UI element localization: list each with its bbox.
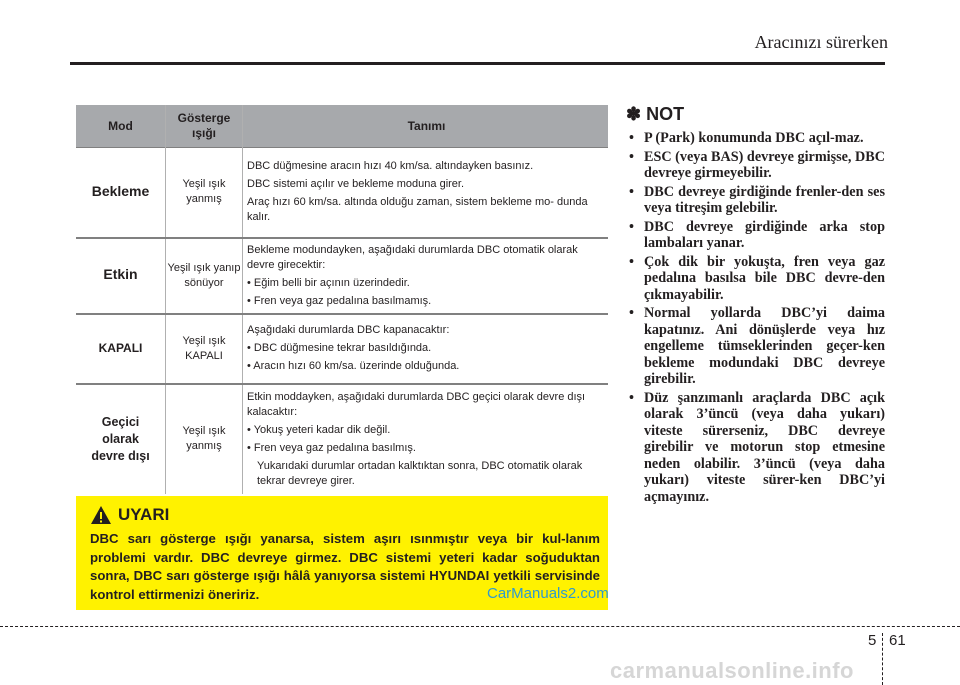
table-header-row — [76, 105, 608, 148]
note-item: • P (Park) konumunda DBC açıl-maz. — [627, 130, 885, 147]
warning-triangle-icon — [90, 505, 112, 525]
page-header-title: Aracınızı sürerken — [754, 32, 888, 52]
page-number-divider — [882, 633, 883, 685]
site-watermark: carmanualsonline.info — [610, 658, 854, 683]
description-cell — [243, 148, 609, 238]
header-description: Tanımı — [243, 105, 609, 148]
footer-rule — [0, 626, 960, 627]
note-item: • ESC (veya BAS) devreye girmişse, DBC devreye girmeyebilir. — [627, 149, 885, 182]
page-number: 61 — [889, 632, 906, 649]
table-row — [76, 384, 608, 494]
description-line: Araç hızı 60 km/sa. altında olduğu zaman, sistem bekleme mo- dunda kalır. — [247, 196, 588, 224]
section-number: 5 — [868, 632, 877, 649]
indicator-label: Yeşil ışık KAPALI — [182, 334, 226, 362]
description-line: DBC sistemi açılır ve bekleme moduna girer. — [247, 178, 465, 191]
description-line: • DBC düğmesine tekrar basıldığında. — [247, 342, 432, 354]
description-line: • Fren veya gaz pedalına basılmış. — [247, 441, 416, 454]
warning-body: DBC sarı gösterge ışığı yanarsa, sistem aşırı ısınmıştır veya bir kul-lanım problemi vardır. DBC devreye girmez. DBC sistemi yeteri kadar soğuduktan sonra, DBC sarı gösterge ışığı hâlâ yanıyorsa sistemi HYUNDAI yetkili servisinde kontrol ettirmenizi öneririz. — [90, 531, 600, 602]
note-item: • DBC devreye girdiğinde frenler-den ses veya titreşim gelebilir. — [627, 184, 885, 217]
indicator-label: Yeşil ışık yanmış — [182, 178, 226, 206]
description-subnote: Yukarıdaki durumlar ortadan kalktıktan sonra, DBC otomatik olarak tekrar devreye girer. — [257, 459, 583, 487]
mode-cell — [76, 314, 166, 384]
note-item: • Çok dik bir yokuşta, fren veya gaz pedalına basılsa bile DBC devre-den çıkmayabilir. — [627, 254, 885, 304]
note-item: • Düz şanzımanlı araçlarda DBC açık olarak 3’üncü (veya daha yukarı) viteste sürerseniz, DBC devreye girebilir ve motorun stop etmesine neden olabilir. 3’üncü (veya daha yukarı) viteste sürer-ken DBC’yi açmayınız. — [627, 390, 885, 506]
header-mode: Mod — [76, 105, 166, 148]
indicator-label: Yeşil ışık yanmış — [182, 425, 226, 452]
mode-cell — [76, 148, 166, 238]
indicator-cell — [166, 148, 243, 238]
warning-title: UYARI — [118, 505, 170, 524]
note-title: ✽ NOT — [626, 104, 685, 124]
header-indicator-label: Gösterge ışığı — [177, 111, 231, 140]
note-item: • DBC devreye girdiğinde arka stop lambaları yanar. — [627, 219, 885, 252]
dbc-mode-table — [76, 105, 608, 494]
indicator-label: Yeşil ışık yanıp sönüyor — [167, 261, 241, 289]
warning-header — [90, 505, 169, 525]
note-list — [627, 130, 885, 507]
description-line: • Aracın hızı 60 km/sa. üzerinde olduğunda. — [247, 360, 460, 372]
header-indicator — [166, 105, 243, 148]
note-item: • Normal yollarda DBC’yi daima kapatınız. Ani dönüşlerde veya hız engelleme tümseklerinden geçer-ken bekleme modundaki DBC devreye girebilir. — [627, 305, 885, 388]
mode-label: Geçici olarak devre dışı — [91, 414, 150, 463]
description-cell — [243, 238, 609, 314]
watermark-link[interactable]: CarManuals2.com — [487, 585, 609, 602]
description-cell — [243, 384, 609, 494]
table-row — [76, 238, 608, 314]
description-cell — [243, 314, 609, 384]
indicator-cell — [166, 384, 243, 494]
description-line: • Eğim belli bir açının üzerindedir. — [247, 276, 410, 289]
description-line: Bekleme modundayken, aşağıdaki durumlarda DBC otomatik olarak devre girecektir: — [247, 243, 578, 271]
table-row — [76, 314, 608, 384]
indicator-cell — [166, 314, 243, 384]
mode-cell — [76, 384, 166, 494]
description-line: Aşağıdaki durumlarda DBC kapanacaktır: — [247, 324, 450, 336]
description-line: • Fren veya gaz pedalına basılmamış. — [247, 294, 432, 307]
mode-cell — [76, 238, 166, 314]
indicator-cell — [166, 238, 243, 314]
description-line: DBC düğmesine aracın hızı 40 km/sa. altındayken basınız. — [247, 160, 534, 173]
header-rule — [70, 62, 885, 65]
description-line: • Yokuş yeteri kadar dik değil. — [247, 423, 391, 436]
mode-label: KAPALI — [98, 340, 143, 355]
table-row — [76, 148, 608, 238]
mode-label: Etkin — [103, 266, 138, 282]
mode-label: Bekleme — [91, 182, 150, 199]
description-line: Etkin moddayken, aşağıdaki durumlarda DBC geçici olarak devre dışı kalacaktır: — [247, 390, 586, 418]
